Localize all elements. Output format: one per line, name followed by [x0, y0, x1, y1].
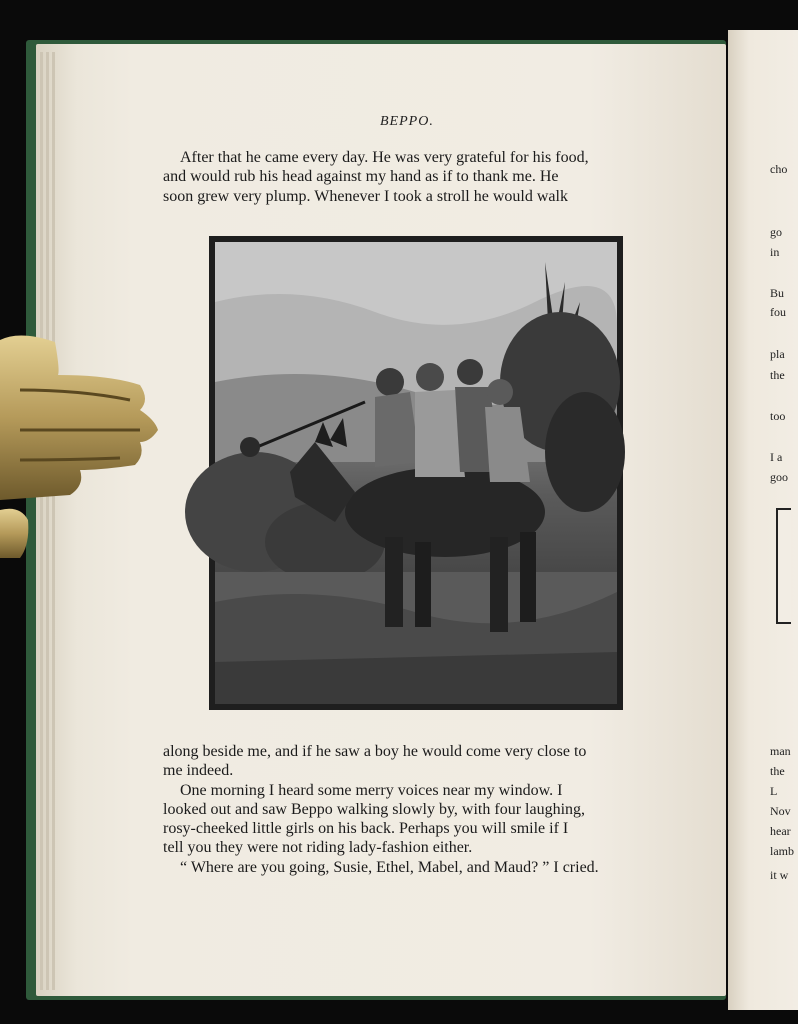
right-fragment: the: [770, 764, 785, 778]
text-line: along beside me, and if he saw a boy he would come very close to: [163, 743, 587, 760]
text-line: After that he came every day. He was very grateful for his food,: [180, 149, 589, 166]
text-line: “ Where are you going, Susie, Ethel, Mabel, and Maud? ” I cried.: [180, 858, 599, 876]
right-fragment: pla: [770, 347, 785, 361]
right-fragment: the: [770, 368, 785, 382]
text-line: soon grew very plump. Whenever I took a stroll he would walk: [163, 187, 568, 205]
text-line: and would rub his head against my hand as if to thank me. He: [163, 168, 559, 186]
running-head: BEPPO.: [380, 114, 434, 129]
right-fragment: go: [770, 225, 782, 239]
right-fragment: fou: [770, 305, 786, 319]
text-line: rosy-cheeked little girls on his back. Perhaps you will smile if I: [163, 820, 569, 838]
text-line: looked out and saw Beppo walking slowly by, with four laughing,: [163, 800, 586, 818]
right-fragment: cho: [770, 162, 788, 176]
text-line: me indeed.: [163, 762, 234, 780]
right-fragment: man: [770, 744, 791, 758]
right-fragment: it w: [770, 868, 789, 882]
right-fragment: in: [770, 245, 780, 259]
right-fragment: L: [770, 784, 778, 798]
paragraph-bottom: [163, 742, 599, 877]
text-line: tell you they were not riding lady-fashion either.: [163, 839, 473, 857]
brass-clasp-icon: [0, 330, 160, 560]
right-fragment: Nov: [770, 804, 791, 818]
right-fragment: goo: [770, 470, 788, 484]
right-fragment: hear: [770, 824, 791, 838]
right-page-illustration-frame: [776, 508, 791, 624]
illustration-children-on-donkey: [215, 242, 617, 704]
right-fragment: Bu: [770, 286, 785, 300]
illustration-plate: [209, 236, 623, 710]
text-line: One morning I heard some merry voices near my window. I: [180, 781, 563, 799]
paragraph-top: [163, 148, 589, 206]
right-fragment: I a: [770, 450, 783, 464]
right-fragment: lamb: [770, 844, 794, 858]
right-fragment: too: [770, 409, 786, 423]
